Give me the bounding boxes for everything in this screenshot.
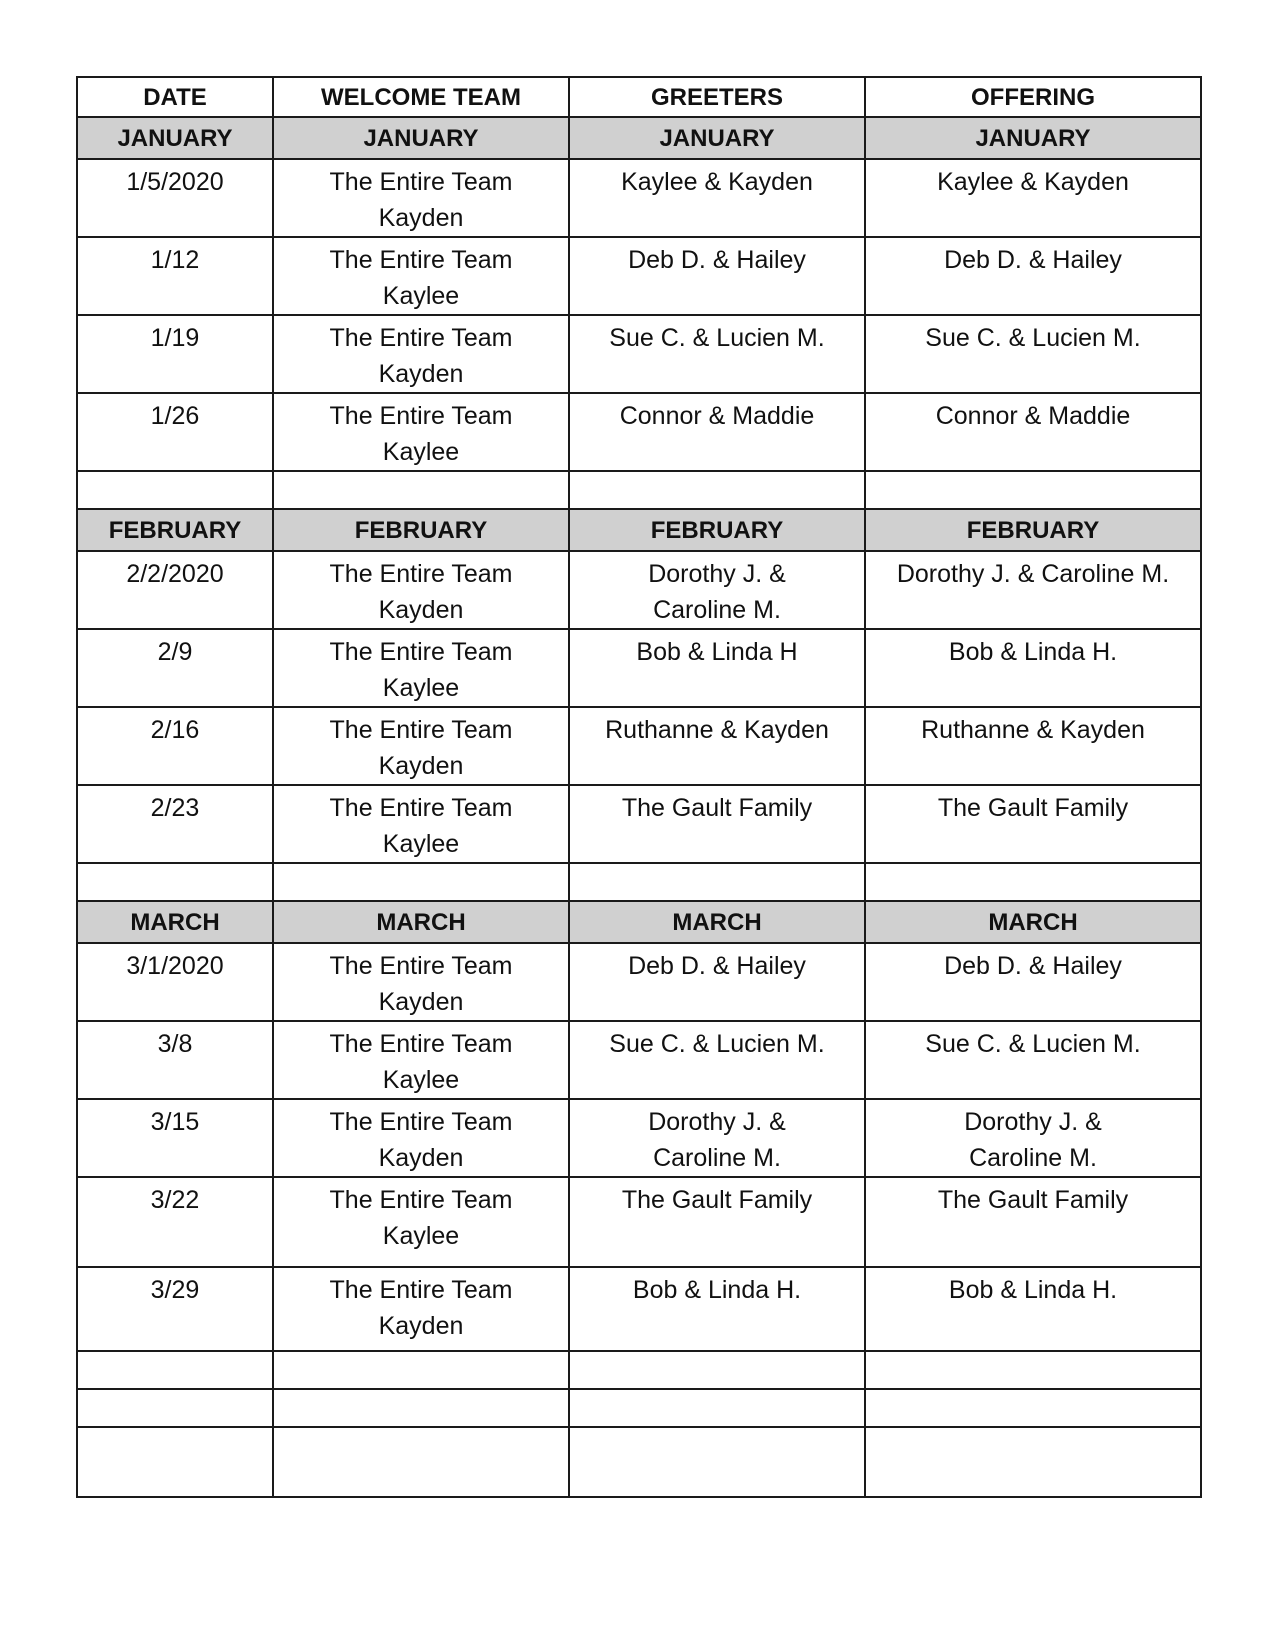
table-row — [77, 1099, 1201, 1177]
empty-cell — [865, 1389, 1201, 1427]
empty-row — [77, 863, 1201, 901]
welcome-team-cell-line: The Entire Team — [329, 324, 513, 352]
offering-cell — [865, 785, 1201, 863]
welcome-team-cell — [273, 159, 569, 237]
offering-cell — [865, 393, 1201, 471]
table-row — [77, 551, 1201, 629]
empty-cell — [77, 1427, 273, 1497]
greeters-cell-line: The Gault Family — [621, 794, 813, 822]
table-row — [77, 393, 1201, 471]
welcome-team-cell-line: Kayden — [378, 988, 464, 1016]
empty-cell — [77, 863, 273, 901]
welcome-team-cell-line: The Entire Team — [329, 168, 513, 196]
welcome-team-cell-line: Kaylee — [382, 1222, 460, 1250]
empty-cell — [273, 1389, 569, 1427]
offering-cell — [865, 629, 1201, 707]
welcome-team-cell — [273, 1177, 569, 1267]
table-row — [77, 707, 1201, 785]
greeters-cell-line: Dorothy J. & — [648, 560, 786, 588]
welcome-team-cell-line: The Entire Team — [329, 716, 513, 744]
welcome-team-cell-line: The Entire Team — [329, 952, 513, 980]
table-row — [77, 785, 1201, 863]
greeters-cell — [569, 237, 865, 315]
welcome-team-cell — [273, 1099, 569, 1177]
empty-cell — [865, 471, 1201, 509]
welcome-team-cell-line: The Entire Team — [329, 1030, 513, 1058]
welcome-team-cell-line: Kayden — [378, 360, 464, 388]
greeters-cell-line: Sue C. & Lucien M. — [609, 324, 825, 352]
date-cell: 3/1/2020 — [77, 943, 273, 1021]
offering-cell-line: Connor & Maddie — [935, 402, 1131, 430]
greeters-cell-line: Deb D. & Hailey — [628, 952, 806, 980]
greeters-cell-line: Sue C. & Lucien M. — [609, 1030, 825, 1058]
welcome-team-cell-line: The Entire Team — [329, 1276, 513, 1304]
welcome-team-cell-line: Kayden — [378, 1312, 464, 1340]
empty-cell — [273, 863, 569, 901]
welcome-team-cell-line: The Entire Team — [329, 246, 513, 274]
greeters-cell-line: Connor & Maddie — [619, 402, 815, 430]
month-label: FEBRUARY — [77, 509, 273, 551]
empty-cell — [865, 863, 1201, 901]
offering-cell — [865, 1021, 1201, 1099]
date-cell: 3/22 — [77, 1177, 273, 1267]
header-greeters: GREETERS — [569, 77, 865, 117]
offering-cell-line: Dorothy J. & — [964, 1108, 1102, 1136]
offering-cell-line: Caroline M. — [969, 1144, 1097, 1172]
date-cell: 2/2/2020 — [77, 551, 273, 629]
table-row — [77, 1267, 1201, 1351]
greeters-cell-line: The Gault Family — [621, 1186, 813, 1214]
offering-cell — [865, 551, 1201, 629]
empty-cell — [569, 1351, 865, 1389]
month-label: JANUARY — [569, 117, 865, 159]
greeters-cell — [569, 785, 865, 863]
offering-cell-line: The Gault Family — [937, 1186, 1129, 1214]
month-header-row — [77, 901, 1201, 943]
date-cell: 1/26 — [77, 393, 273, 471]
empty-cell — [569, 1427, 865, 1497]
greeters-cell — [569, 159, 865, 237]
offering-cell — [865, 159, 1201, 237]
table-row — [77, 159, 1201, 237]
month-label: JANUARY — [865, 117, 1201, 159]
offering-cell-line: Dorothy J. & Caroline M. — [896, 560, 1170, 588]
welcome-team-cell — [273, 707, 569, 785]
welcome-team-cell-line: Kaylee — [382, 438, 460, 466]
table-row — [77, 943, 1201, 1021]
empty-cell — [273, 471, 569, 509]
offering-cell — [865, 707, 1201, 785]
empty-cell — [77, 1351, 273, 1389]
welcome-team-cell — [273, 393, 569, 471]
date-cell: 3/8 — [77, 1021, 273, 1099]
greeters-cell — [569, 1021, 865, 1099]
offering-cell — [865, 1267, 1201, 1351]
offering-cell-line: Bob & Linda H. — [948, 638, 1118, 666]
date-cell: 1/12 — [77, 237, 273, 315]
month-label: FEBRUARY — [273, 509, 569, 551]
greeters-cell — [569, 315, 865, 393]
welcome-team-cell — [273, 1267, 569, 1351]
welcome-team-cell — [273, 629, 569, 707]
offering-cell — [865, 943, 1201, 1021]
date-cell: 3/15 — [77, 1099, 273, 1177]
greeters-cell — [569, 943, 865, 1021]
header-row — [77, 77, 1201, 117]
empty-row — [77, 1427, 1201, 1497]
welcome-team-cell — [273, 315, 569, 393]
greeters-cell-line: Kaylee & Kayden — [621, 168, 813, 196]
greeters-cell — [569, 393, 865, 471]
greeters-cell-line: Bob & Linda H. — [632, 1276, 802, 1304]
offering-cell — [865, 315, 1201, 393]
welcome-team-cell-line: Kayden — [378, 596, 464, 624]
date-cell: 1/19 — [77, 315, 273, 393]
month-label: FEBRUARY — [569, 509, 865, 551]
greeters-cell — [569, 551, 865, 629]
empty-row — [77, 471, 1201, 509]
greeters-cell-line: Caroline M. — [653, 596, 781, 624]
offering-cell-line: Kaylee & Kayden — [937, 168, 1129, 196]
offering-cell-line: The Gault Family — [937, 794, 1129, 822]
offering-cell-line: Deb D. & Hailey — [944, 246, 1122, 274]
welcome-team-cell-line: Kaylee — [382, 1066, 460, 1094]
month-label: MARCH — [77, 901, 273, 943]
date-cell: 2/16 — [77, 707, 273, 785]
greeters-cell-line: Deb D. & Hailey — [628, 246, 806, 274]
empty-cell — [77, 471, 273, 509]
offering-cell-line: Sue C. & Lucien M. — [925, 324, 1141, 352]
date-cell: 1/5/2020 — [77, 159, 273, 237]
empty-cell — [569, 863, 865, 901]
welcome-team-cell-line: Kayden — [378, 204, 464, 232]
month-label: JANUARY — [77, 117, 273, 159]
empty-cell — [273, 1427, 569, 1497]
empty-cell — [865, 1427, 1201, 1497]
greeters-cell-line: Dorothy J. & — [648, 1108, 786, 1136]
offering-cell — [865, 237, 1201, 315]
table-row — [77, 629, 1201, 707]
date-cell: 3/29 — [77, 1267, 273, 1351]
month-label: MARCH — [865, 901, 1201, 943]
date-cell: 2/23 — [77, 785, 273, 863]
month-header-row — [77, 117, 1201, 159]
month-label: MARCH — [569, 901, 865, 943]
empty-cell — [569, 471, 865, 509]
greeters-cell — [569, 1099, 865, 1177]
greeters-cell-line: Bob & Linda H — [636, 638, 798, 666]
month-label: JANUARY — [273, 117, 569, 159]
welcome-team-cell-line: The Entire Team — [329, 1108, 513, 1136]
welcome-team-cell-line: Kaylee — [382, 830, 460, 858]
header-offering: OFFERING — [865, 77, 1201, 117]
empty-cell — [569, 1389, 865, 1427]
header-welcome-team: WELCOME TEAM — [273, 77, 569, 117]
welcome-team-cell-line: Kaylee — [382, 674, 460, 702]
offering-cell — [865, 1099, 1201, 1177]
welcome-team-cell — [273, 551, 569, 629]
empty-row — [77, 1389, 1201, 1427]
table-row — [77, 1177, 1201, 1267]
table-row — [77, 237, 1201, 315]
offering-cell-line: Deb D. & Hailey — [944, 952, 1122, 980]
offering-cell-line: Ruthanne & Kayden — [921, 716, 1145, 744]
welcome-team-cell-line: Kayden — [378, 752, 464, 780]
month-label: FEBRUARY — [865, 509, 1201, 551]
greeters-cell — [569, 707, 865, 785]
header-date: DATE — [77, 77, 273, 117]
offering-cell-line: Bob & Linda H. — [948, 1276, 1118, 1304]
welcome-team-cell-line: Kayden — [378, 1144, 464, 1172]
empty-cell — [273, 1351, 569, 1389]
greeters-cell — [569, 629, 865, 707]
greeters-cell-line: Caroline M. — [653, 1144, 781, 1172]
greeters-cell — [569, 1177, 865, 1267]
table-row — [77, 1021, 1201, 1099]
welcome-team-cell — [273, 1021, 569, 1099]
table-row — [77, 315, 1201, 393]
welcome-team-cell-line: The Entire Team — [329, 794, 513, 822]
date-cell: 2/9 — [77, 629, 273, 707]
greeters-cell-line: Ruthanne & Kayden — [605, 716, 829, 744]
welcome-team-cell — [273, 237, 569, 315]
offering-cell-line: Sue C. & Lucien M. — [925, 1030, 1141, 1058]
welcome-team-cell-line: The Entire Team — [329, 560, 513, 588]
month-label: MARCH — [273, 901, 569, 943]
welcome-team-cell-line: The Entire Team — [329, 402, 513, 430]
welcome-team-cell — [273, 943, 569, 1021]
welcome-team-cell-line: Kaylee — [382, 282, 460, 310]
welcome-team-cell-line: The Entire Team — [329, 1186, 513, 1214]
welcome-team-cell — [273, 785, 569, 863]
empty-row — [77, 1351, 1201, 1389]
welcome-team-cell-line: The Entire Team — [329, 638, 513, 666]
offering-cell — [865, 1177, 1201, 1267]
greeters-cell — [569, 1267, 865, 1351]
month-header-row — [77, 509, 1201, 551]
empty-cell — [865, 1351, 1201, 1389]
empty-cell — [77, 1389, 273, 1427]
schedule-table — [76, 76, 1202, 1498]
